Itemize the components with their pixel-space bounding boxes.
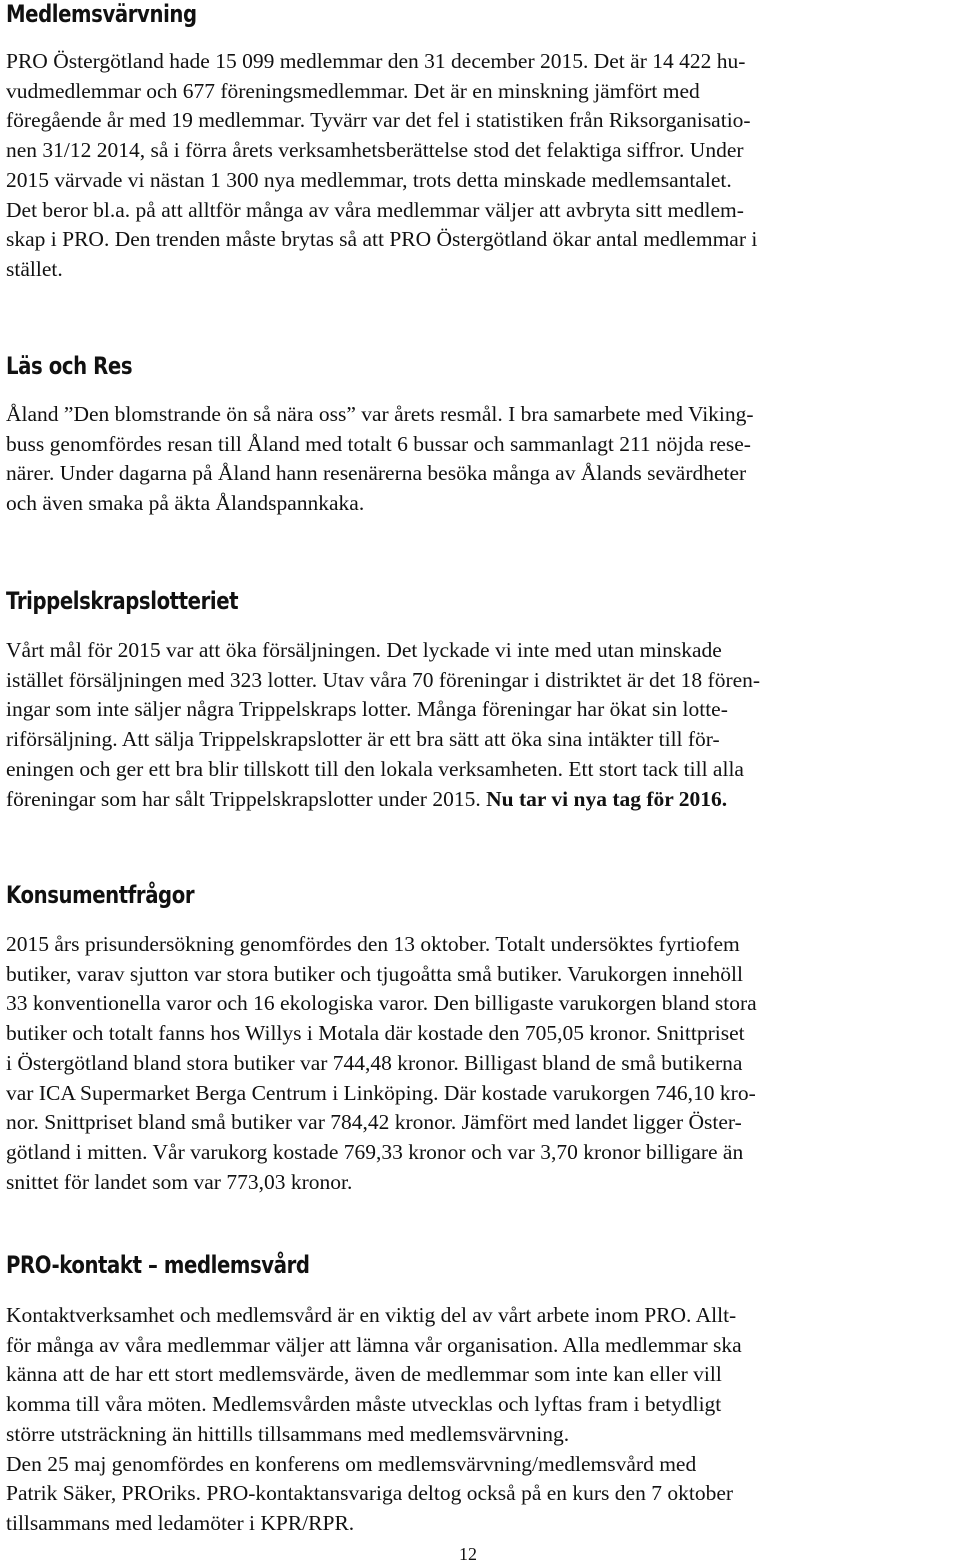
section-heading-trippelskrapslotteriet: Trippelskrapslotteriet	[6, 587, 239, 615]
text-line: eningen och ger ett bra blir tillskott till den lokala verksamheten. Ett stort tack till alla	[6, 756, 744, 781]
text-line: och även smaka på äkta Ålandspannkaka.	[6, 491, 365, 516]
text-line: tillsammans med ledamöter i KPR/RPR.	[6, 1510, 355, 1535]
text-line: större utsträckning än hittills tillsammans med medlemsvärvning.	[6, 1421, 570, 1446]
section-heading-pro-kontakt: PRO-kontakt – medlemsvård	[6, 1251, 310, 1279]
text-line: istället försäljningen med 323 lotter. Utav våra 70 föreningar i distriktet är det 18 fören-	[6, 667, 761, 692]
text-line: ingar som inte säljer några Trippelskraps lotter. Många föreningar har ökat sin lotte-	[6, 697, 728, 722]
text-line	[6, 785, 760, 815]
text-line: snittet för landet som var 773,03 kronor.	[6, 1169, 353, 1194]
text-fragment: föreningar som har sålt Trippelskrapslotter under 2015.	[6, 786, 481, 811]
text-line: Patrik Säker, PROriks. PRO-kontaktansvariga deltog också på en kurs den 7 oktober	[6, 1481, 734, 1506]
text-line: Kontaktverksamhet och medlemsvård är en viktig del av vårt arbete inom PRO. Allt-	[6, 1303, 737, 1327]
text-line: butiker, varav sjutton var stora butiker och tjugoåtta små butiker. Varukorgen innehöll	[6, 961, 743, 986]
text-line: känna att de har ett stort medlemsvärde, även de medlemmar som inte kan eller vill	[6, 1362, 722, 1387]
bold-closing-statement: Nu tar vi nya tag för 2016.	[486, 786, 728, 811]
section-body-trippelskrapslotteriet	[6, 636, 760, 814]
text-line: komma till våra möten. Medlemsvården måste utvecklas och lyftas fram i betydligt	[6, 1392, 722, 1417]
text-line: stället.	[6, 256, 63, 281]
page-number: 12	[459, 1544, 477, 1564]
section-heading-las-och-res: Läs och Res	[6, 352, 133, 380]
section-body-medlemsvarvning	[6, 47, 757, 285]
text-line: Åland ”Den blomstrande ön så nära oss” var årets resmål. I bra samarbete med Viking-	[6, 402, 754, 426]
text-line: skap i PRO. Den trenden måste brytas så att PRO Östergötland ökar antal medlemmar i	[6, 227, 758, 252]
section-body-las-och-res	[6, 400, 754, 519]
text-line: föregående år med 19 medlemmar. Tyvärr var det fel i statistiken från Riksorganisatio-	[6, 108, 751, 133]
text-line: för många av våra medlemmar väljer att lämna vår organisation. Alla medlemmar ska	[6, 1332, 742, 1357]
section-heading-medlemsvarvning: Medlemsvärvning	[6, 0, 197, 28]
text-line: götland i mitten. Vår varukorg kostade 769,33 kronor och var 3,70 kronor billigare än	[6, 1139, 744, 1164]
text-line: buss genomfördes resan till Åland med totalt 6 bussar och sammanlagt 211 nöjda rese-	[6, 431, 751, 456]
text-line: 2015 värvade vi nästan 1 300 nya medlemmar, trots detta minskade medlemsantalet.	[6, 167, 732, 192]
text-line: i Östergötland bland stora butiker var 744,48 kronor. Billigast bland de små butikerna	[6, 1050, 743, 1075]
text-line: var ICA Supermarket Berga Centrum i Linköping. Där kostade varukorgen 746,10 kro-	[6, 1080, 756, 1105]
text-line: 2015 års prisundersökning genomfördes den 13 oktober. Totalt undersöktes fyrtiofem	[6, 932, 740, 956]
text-line: butiker och totalt fanns hos Willys i Motala där kostade den 705,05 kronor. Snittpriset	[6, 1021, 745, 1046]
text-line: nen 31/12 2014, så i förra årets verksamhetsberättelse stod det felaktiga siffror. Under	[6, 138, 744, 163]
section-heading-konsumentfragor: Konsumentfrågor	[6, 881, 195, 909]
text-line: närer. Under dagarna på Åland hann resenärerna besöka många av Ålands sevärdheter	[6, 461, 747, 486]
section-body-konsumentfragor	[6, 930, 757, 1197]
section-body-pro-kontakt	[6, 1301, 742, 1539]
text-line: vudmedlemmar och 677 föreningsmedlemmar. Det är en minskning jämfört med	[6, 78, 700, 103]
text-line: riförsäljning. Att sälja Trippelskrapslotter är ett bra sätt att öka sina intäkter till för-	[6, 727, 720, 752]
text-line: PRO Östergötland hade 15 099 medlemmar den 31 december 2015. Det är 14 422 hu-	[6, 49, 746, 73]
text-line: Det beror bl.a. på att alltför många av våra medlemmar väljer att avbryta sitt medlem-	[6, 197, 744, 222]
text-line: nor. Snittpriset bland små butiker var 784,42 kronor. Jämfört med landet ligger Öster-	[6, 1110, 742, 1135]
text-line: 33 konventionella varor och 16 ekologiska varor. Den billigaste varukorgen bland stora	[6, 991, 757, 1016]
text-line: Den 25 maj genomfördes en konferens om medlemsvärvning/medlemsvård med	[6, 1451, 697, 1476]
text-line: Vårt mål för 2015 var att öka försäljningen. Det lyckade vi inte med utan minskade	[6, 638, 722, 662]
